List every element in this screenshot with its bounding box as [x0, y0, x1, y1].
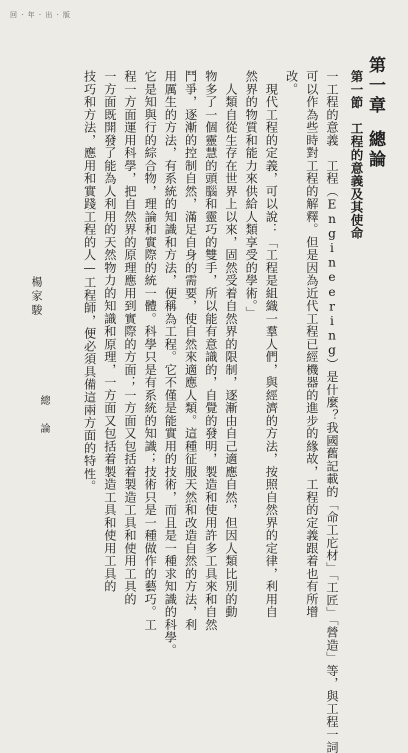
body-column: 用厲生的方法，有系統的知識和方法，便稱為工程。它不僅是能實用的技術，而且是一種求知識的科學。	[163, 70, 178, 657]
chapter-title: 總論	[365, 130, 385, 170]
section-title: 第一節 工程的意義及其使命	[349, 70, 364, 240]
body-column: 技巧和方法，應用和實踐工程的人—工程師，便必須具備這兩方面的特性。	[82, 70, 97, 493]
body-column: 人類自從生存在世界上以來，固然受着自然界的限制，逐漸由自己適應自然，但因人類比別的動	[224, 70, 238, 619]
body-column: 然界的物質和能力來供給人類享受的學術。」	[244, 70, 259, 319]
body-column: 鬥爭，逐漸的控制自然，滿足自身的需要，使自然來適應人類。這種征服天然和改造自然的方法，利	[183, 70, 198, 631]
body-column: 改。	[284, 70, 299, 96]
margin-stamp: 回 · 年 · 出 · 版	[10, 11, 72, 19]
body-column: 現代工程的定義，可以說：「工程是組織一羣人們，與經濟的方法，按照自然界的定律，利用自	[264, 70, 279, 619]
chapter-heading	[363, 56, 388, 170]
body-column: 一方面既開發了能為人利用的天然物力的知識和原理，一方面又包括着製造工具和使用工具的	[102, 70, 117, 593]
body-column: 可以作為些時對工程的解釋。但是因為近代工程已經機器的進步的緣故，工程的定義跟着也有所增	[304, 70, 319, 619]
body-column: 物多了一個靈慧的頭腦和靈巧的雙手，所以能有意識的，自覺的發明，製造和使用許多工具來和自然	[203, 70, 218, 631]
body-column: 它是知與行的綜合物，理論和實際的統一體。科學只是有系統的知識；技術只是一種做作的藝巧。工	[143, 70, 158, 631]
page-label-text: 總 論	[38, 395, 49, 437]
body-column: 一工程的意義 工程（Engineering）是什麼？我國舊記載的「命工庀材」「工匠」「營造」等，與工程一詞	[325, 70, 339, 753]
author-name: 楊家駿	[30, 276, 43, 318]
page-label	[36, 395, 51, 437]
chapter-number: 第一章	[365, 56, 385, 116]
body-column: 程一方面運用科學，把自然界的原理應用到實際的方面；一方面又包括着製造工具和使用工具的	[123, 70, 137, 606]
